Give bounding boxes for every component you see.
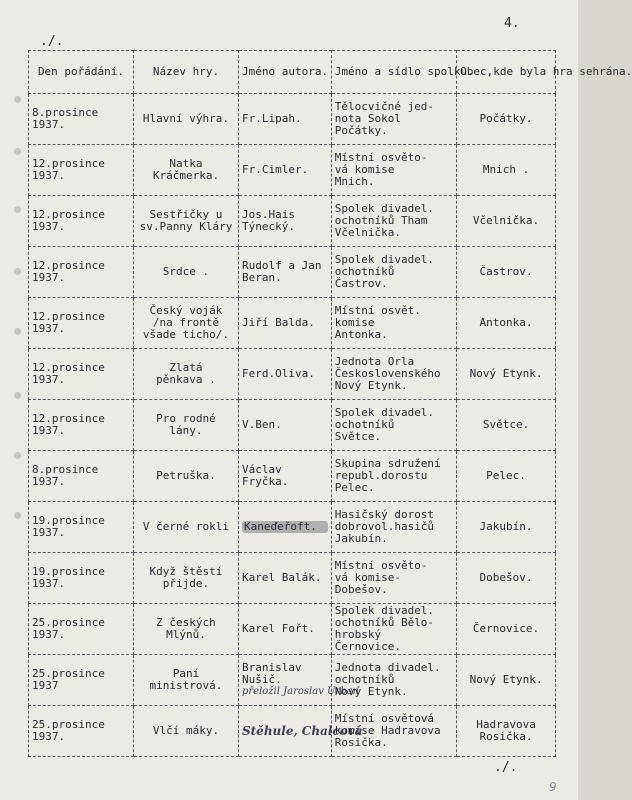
cell-play: Petruška.	[133, 451, 238, 502]
cell-municipality: Mnich .	[457, 145, 556, 196]
handwritten-translator-note: přeložil Jaroslav Urban	[241, 686, 360, 697]
cell-author: Jiří Balda.	[238, 298, 331, 349]
cell-society: Místní osvěto- vá komise Mnich.	[331, 145, 456, 196]
cell-play: Když štěstí přijde.	[133, 553, 238, 604]
top-mark: ./.	[40, 34, 64, 49]
table-row	[29, 604, 556, 655]
pencil-page-note: 9	[549, 780, 557, 794]
cell-date: 25.prosince 1937	[29, 655, 134, 706]
cell-society: Místní osvětová komise Hadravova Rosička.	[331, 706, 456, 757]
cell-play: Zlatá pěnkava .	[133, 349, 238, 400]
cell-society: Tělocvičné jed- nota Sokol Počátky.	[331, 94, 456, 145]
cell-play: Natka Kráčmerka.	[133, 145, 238, 196]
cell-author: Karel Balák.	[238, 553, 331, 604]
cell-society: Skupina sdružení republ.dorostu Pelec.	[331, 451, 456, 502]
cell-author: Václav Fryčka.	[238, 451, 331, 502]
table-row	[29, 196, 556, 247]
cell-municipality: Častrov.	[457, 247, 556, 298]
table-row	[29, 655, 556, 706]
cell-municipality: Černovice.	[457, 604, 556, 655]
cell-municipality: Včelnička.	[457, 196, 556, 247]
cell-municipality: Nový Etynk.	[457, 655, 556, 706]
cell-society: Jednota Orla Československého Nový Etynk.	[331, 349, 456, 400]
cell-play: Vlčí máky.	[133, 706, 238, 757]
cell-society: Spolek divadel. ochotníků Častrov.	[331, 247, 456, 298]
table-row	[29, 451, 556, 502]
cell-date: 12.prosince 1937.	[29, 400, 134, 451]
cell-play: Český voják /na frontě všade ticho/.	[133, 298, 238, 349]
cell-play: Z českých Mlýnů.	[133, 604, 238, 655]
cell-society: Spolek divadel. ochotníků Bělo- hrobský Černovice.	[331, 604, 456, 655]
table-header-row	[29, 51, 556, 94]
plays-register-table	[28, 50, 632, 757]
cell-author: Kaneďeřoft.	[238, 502, 331, 553]
cell-municipality: Světce.	[457, 400, 556, 451]
cell-author: Rudolf a Jan Beran.	[238, 247, 331, 298]
cell-society: Jednota divadel. ochotníků Nový Etynk.	[331, 655, 456, 706]
cell-municipality: Jakubín.	[457, 502, 556, 553]
header-municipality: Obec,kde byla hra sehrána.	[457, 51, 556, 94]
cell-play: Sestřičky u sv.Panny Kláry	[133, 196, 238, 247]
cell-author: V.Ben.	[238, 400, 331, 451]
handwritten-author-signature: Stěhule, Chalcová	[241, 724, 363, 738]
cell-date: 12.prosince 1937.	[29, 349, 134, 400]
bottom-mark: ./.	[494, 760, 518, 775]
cell-society: Spolek divadel. ochotníků Tham Včelnička.	[331, 196, 456, 247]
cell-date: 12.prosince 1937.	[29, 145, 134, 196]
table-row	[29, 94, 556, 145]
header-date: Den pořádání.	[29, 51, 134, 94]
table-row	[29, 400, 556, 451]
cell-municipality: Dobešov.	[457, 553, 556, 604]
cell-municipality: Nový Etynk.	[457, 349, 556, 400]
table-row	[29, 706, 556, 757]
header-author: Jméno autora.	[238, 51, 331, 94]
table-row	[29, 145, 556, 196]
cell-date: 25.prosince 1937.	[29, 604, 134, 655]
cell-municipality: Pelec.	[457, 451, 556, 502]
table-row	[29, 247, 556, 298]
cell-play: V černé rokli	[133, 502, 238, 553]
cell-author: Ferd.Oliva.	[238, 349, 331, 400]
cell-author: Fr.Lipah.	[238, 94, 331, 145]
cell-author: Jos.Hais Týnecký.	[238, 196, 331, 247]
cell-date: 8.prosince 1937.	[29, 451, 134, 502]
cell-date: 8.prosince 1937.	[29, 94, 134, 145]
table-row	[29, 298, 556, 349]
cell-society: Místní osvěto- vá komise- Dobešov.	[331, 553, 456, 604]
page-number: 4.	[504, 16, 520, 31]
cell-municipality: Hadravova Rosička.	[457, 706, 556, 757]
cell-author	[238, 706, 363, 757]
cell-play: Hlavní výhra.	[133, 94, 238, 145]
table-row	[29, 553, 556, 604]
cell-author: Branislav Nušič. přeložil Jaroslav Urban	[238, 655, 331, 706]
cell-date: 12.prosince 1937.	[29, 196, 134, 247]
table-row	[29, 349, 556, 400]
cell-society: Spolek divadel. ochotníků Světce.	[331, 400, 456, 451]
cell-society: Hasičský dorost dobrovol.hasičů Jakubín.	[331, 502, 456, 553]
header-society: Jméno a sídlo spolku.	[331, 51, 456, 94]
cell-society: Místní osvět. komise Antonka.	[331, 298, 456, 349]
cell-date: 12.prosince 1937.	[29, 247, 134, 298]
cell-play: Srdce .	[133, 247, 238, 298]
cell-date: 25.prosince 1937.	[29, 706, 134, 757]
cell-play: Pro rodné lány.	[133, 400, 238, 451]
cell-date: 12.prosince 1937.	[29, 298, 134, 349]
cell-date: 19.prosince 1937.	[29, 553, 134, 604]
cell-date: 19.prosince 1937.	[29, 502, 134, 553]
table-row	[29, 502, 556, 553]
cell-author: Karel Fořt.	[238, 604, 331, 655]
cell-municipality: Počátky.	[457, 94, 556, 145]
header-play: Název hry.	[133, 51, 238, 94]
cell-author: Fr.Cimler.	[238, 145, 331, 196]
cell-municipality: Antonka.	[457, 298, 556, 349]
cell-play: Paní ministrová.	[133, 655, 238, 706]
